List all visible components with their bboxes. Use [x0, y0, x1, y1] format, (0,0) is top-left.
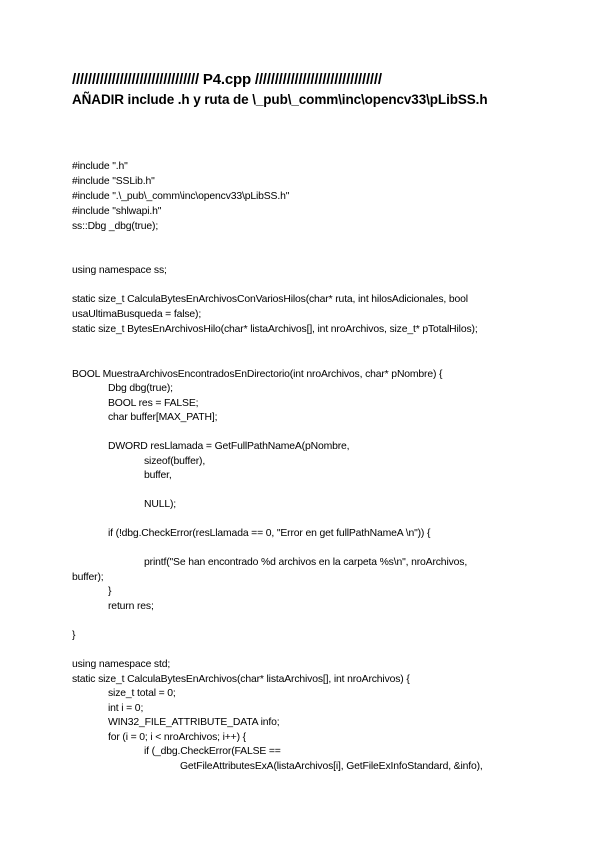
code-line: BOOL res = FALSE; [108, 398, 199, 409]
code-line: int i = 0; [108, 703, 144, 714]
code-line: using namespace std; [72, 659, 171, 670]
code-line: BOOL MuestraArchivosEncontradosEnDirectorio(int nroArchivos, char* pNombre) { [72, 369, 443, 380]
code-line: using namespace ss; [72, 265, 167, 276]
code-line: buffer, [144, 470, 172, 481]
code-line: static size_t CalculaBytesEnArchivos(char* listaArchivos[], int nroArchivos) { [72, 674, 410, 685]
document-subtitle: AÑADIR include .h y ruta de \_pub\_comm\inc\opencv33\pLibSS.h [72, 92, 488, 107]
code-line: sizeof(buffer), [144, 456, 206, 467]
code-line: buffer); [72, 572, 104, 583]
code-line: for (i = 0; i < nroArchivos; i++) { [108, 732, 246, 743]
code-line: WIN32_FILE_ATTRIBUTE_DATA info; [108, 717, 280, 728]
code-line: GetFileAttributesExA(listaArchivos[i], GetFileExInfoStandard, &info), [180, 761, 483, 772]
code-line: usaUltimaBusqueda = false); [72, 309, 202, 320]
code-line: #include "shlwapi.h" [72, 206, 162, 217]
code-line: char buffer[MAX_PATH]; [108, 412, 218, 423]
code-line: } [108, 586, 112, 597]
code-line: } [72, 630, 76, 641]
code-line: static size_t CalculaBytesEnArchivosConVariosHilos(char* ruta, int hilosAdicionales, bool [72, 294, 468, 305]
code-line: if (!dbg.CheckError(resLlamada == 0, "Error en get fullPathNameA \n")) { [108, 528, 431, 539]
code-line: size_t total = 0; [108, 688, 176, 699]
code-line: #include ".h" [72, 161, 128, 172]
code-line: DWORD resLlamada = GetFullPathNameA(pNombre, [108, 441, 350, 452]
code-line: if (_dbg.CheckError(FALSE == [144, 746, 281, 757]
code-line: ss::Dbg _dbg(true); [72, 221, 159, 232]
document-title: //////////////////////////////// P4.cpp //////////////////////////////// [72, 71, 382, 88]
code-line: static size_t BytesEnArchivosHilo(char* listaArchivos[], int nroArchivos, size_t* pTotalHilos); [72, 324, 478, 335]
code-line: NULL); [144, 499, 177, 510]
code-line: printf("Se han encontrado %d archivos en la carpeta %s\n", nroArchivos, [144, 557, 468, 568]
code-line: Dbg dbg(true); [108, 383, 173, 394]
code-line: #include "SSLib.h" [72, 176, 155, 187]
code-line: return res; [108, 601, 154, 612]
code-line: #include ".\_pub\_comm\inc\opencv33\pLibSS.h" [72, 191, 290, 202]
